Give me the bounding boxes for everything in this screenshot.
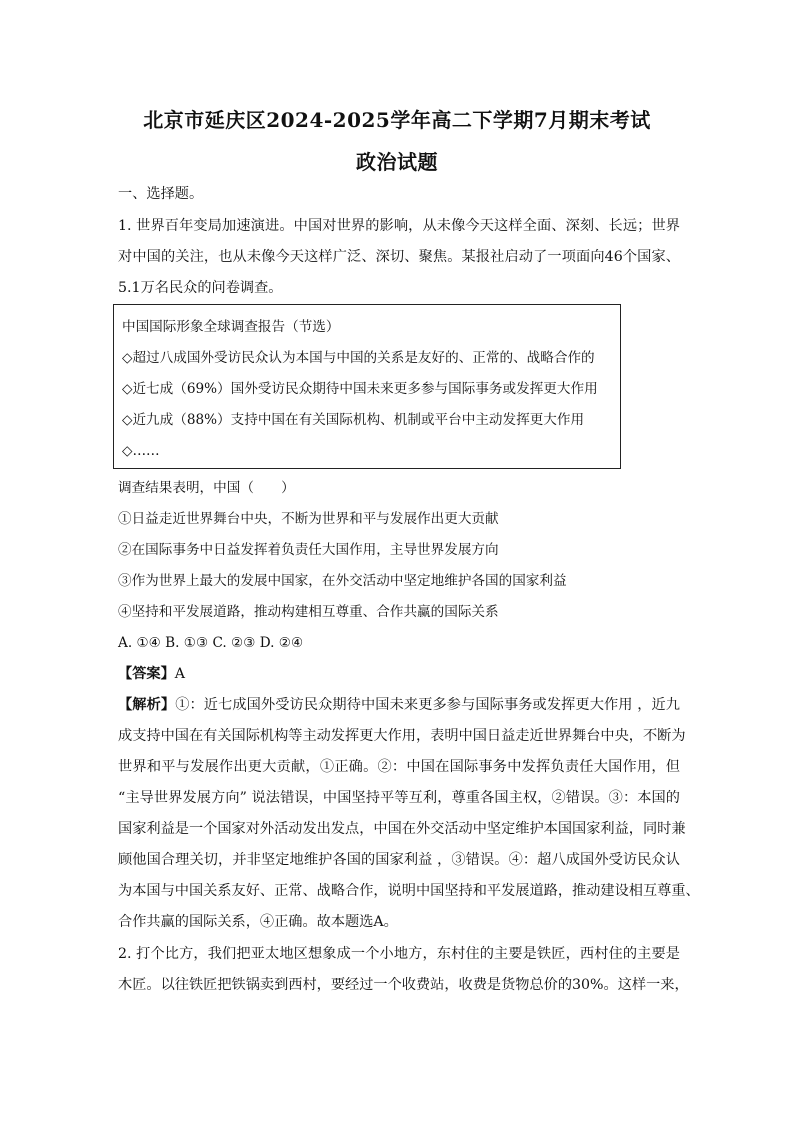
q1-analysis-line: 为本国与中国关系友好、正常、战略合作，说明中国坚持和平发展道路，推动建设相互尊重、: [118, 883, 700, 899]
q1-answer: [118, 664, 185, 684]
survey-box-item: ◇……: [122, 443, 160, 459]
document-subtitle: 政治试题: [356, 150, 438, 174]
survey-box-item: ◇近七成（69%）国外受访民众期待中国未来更多参与国际事务或发挥更大作用: [122, 381, 598, 397]
analysis-text: ①：近七成国外受访民众期待中国未来更多参与国际事务或发挥更大作用 ，近九: [175, 697, 680, 713]
q1-analysis-line: [118, 695, 680, 715]
document-title: 北京市延庆区2024-2025学年高二下学期7月期末考试: [143, 108, 651, 132]
q1-analysis-line: “主导世界发展方向” 说法错误，中国坚持平等互利，尊重各国主权，②错误。③：本国的: [118, 790, 680, 806]
q1-analysis-line: 世界和平与发展作出更大贡献，①正确。②：中国在国际事务中发挥负责任大国作用，但: [118, 759, 680, 775]
q1-analysis-line: 顾他国合理关切，并非坚定地维护各国的国家利益 ，③错误。④：超八成国外受访民众认: [118, 852, 680, 868]
q1-analysis-line: 合作共赢的国际关系，④正确。故本题选A。: [118, 914, 398, 930]
survey-box-item: ◇超过八成国外受访民众认为本国与中国的关系是友好的、正常的、战略合作的: [122, 350, 595, 366]
analysis-label: 【解析】: [118, 697, 176, 713]
q1-stem-line-3: 5.1万名民众的问卷调查。: [118, 280, 283, 296]
q2-stem-line-2: 木匠。以往铁匠把铁锅卖到西村，要经过一个收费站，收费是货物总价的30%。这样一来，: [118, 977, 689, 993]
q1-statement: ①日益走近世界舞台中央，不断为世界和平与发展作出更大贡献: [118, 511, 499, 527]
answer-label: 【答案】: [118, 666, 175, 682]
q1-statement: ④坚持和平发展道路，推动构建相互尊重、合作共赢的国际关系: [118, 604, 499, 620]
q2-stem-line-1: 2. 打个比方，我们把亚太地区想象成一个小地方，东村住的主要是铁匠，西村住的主要是: [118, 946, 680, 962]
survey-excerpt-box: [113, 304, 621, 469]
q1-options: A. ①④ B. ①③ C. ②③ D. ②④: [118, 635, 304, 651]
q1-question: 调查结果表明，中国（ ）: [118, 480, 295, 496]
q1-stem-line-2: 对中国的关注，也从未像今天这样广泛、深切、聚焦。某报社启动了一项面向46个国家、: [118, 249, 680, 265]
answer-value: A: [174, 666, 186, 682]
q1-analysis-line: 国家利益是一个国家对外活动发出发点，中国在外交活动中坚定维护本国国家利益，同时兼: [118, 821, 686, 837]
q1-statement: ③作为世界上最大的发展中国家，在外交活动中坚定地维护各国的国家利益: [118, 573, 567, 589]
survey-box-item: ◇近九成（88%）支持中国在有关国际机构、机制或平台中主动发挥更大作用: [122, 412, 585, 428]
section-heading: 一、选择题。: [118, 186, 204, 202]
survey-box-title: 中国国际形象全球调查报告（节选）: [122, 319, 340, 335]
q1-statement: ②在国际事务中日益发挥着负责任大国作用，主导世界发展方向: [118, 542, 499, 558]
q1-analysis-line: 成支持中国在有关国际机构等主动发挥更大作用，表明中国日益走近世界舞台中央，不断为: [118, 728, 686, 744]
q1-stem-line-1: 1. 世界百年变局加速演进。中国对世界的影响，从未像今天这样全面、深刻、长远；世界: [118, 218, 680, 234]
